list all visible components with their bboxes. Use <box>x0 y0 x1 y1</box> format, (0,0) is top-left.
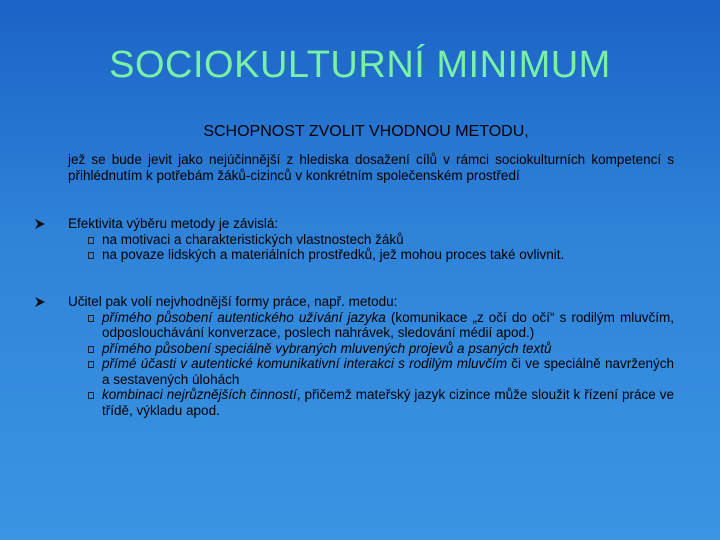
sub-item-text: či ve speciálně navržených a sestavených úlohách <box>102 356 674 387</box>
sub-item-text: na motivaci a charakteristických vlastnostech žáků <box>102 231 404 247</box>
square-bullet-icon <box>88 346 94 353</box>
bullet-block-1 <box>34 216 674 263</box>
sub-item <box>34 310 674 341</box>
arrow-bullet-icon <box>34 218 46 230</box>
sub-item-italic: přímého působení speciálně vybraných mluvených projevů a psaných textů <box>102 340 552 356</box>
sub-item <box>34 356 674 387</box>
sub-item-italic: přímé účasti v autentické komunikativní interakci s rodilým mluvčím <box>102 356 508 371</box>
sub-item <box>34 341 674 357</box>
bullet-item <box>34 216 674 232</box>
bullet-item <box>34 294 674 310</box>
square-bullet-icon <box>88 315 94 322</box>
sub-item <box>34 387 674 418</box>
bullet-block-2 <box>34 294 674 418</box>
square-bullet-icon <box>88 252 94 259</box>
bullet-text: Efektivita výběru metody je závislá: <box>68 216 279 231</box>
square-bullet-icon <box>88 237 94 244</box>
square-bullet-icon <box>88 361 94 368</box>
intro-text: jež se bude jevit jako nejúčinnější z hlediska dosažení cílů v rámci sociokulturních kompetencí s přihlédnutím k potřebám žáků-cizinců v konkrétním společenském prostředí <box>68 152 674 183</box>
slide-title: SOCIOKULTURNÍ MINIMUM <box>109 44 611 86</box>
sub-item-text: na povaze lidských a materiálních prostředků, jež mohou proces také ovlivnit. <box>102 247 565 262</box>
sub-item-text: , přičemž mateřský jazyk cizince může sloužit k řízení práce ve třídě, výkladu apod. <box>102 387 674 418</box>
slide-subtitle: SCHOPNOST ZVOLIT VHODNOU METODU, <box>203 123 529 140</box>
sub-item <box>34 232 674 248</box>
bullet-text: Učitel pak volí nejvhodnější formy práce, např. metodu: <box>68 294 398 309</box>
sub-item-text: (komunikace „z očí do očí“ s rodilým mluvčím, odposlouchávání konverzace, poslech nahrávek, sledování médií apod.) <box>102 309 674 340</box>
sub-item-italic: přímého působení autentického užívání jazyka <box>102 309 386 325</box>
sub-item-italic: kombinaci nejrůznějších činností <box>102 387 297 402</box>
square-bullet-icon <box>88 392 94 399</box>
sub-item <box>34 247 674 263</box>
arrow-bullet-icon <box>34 296 46 308</box>
